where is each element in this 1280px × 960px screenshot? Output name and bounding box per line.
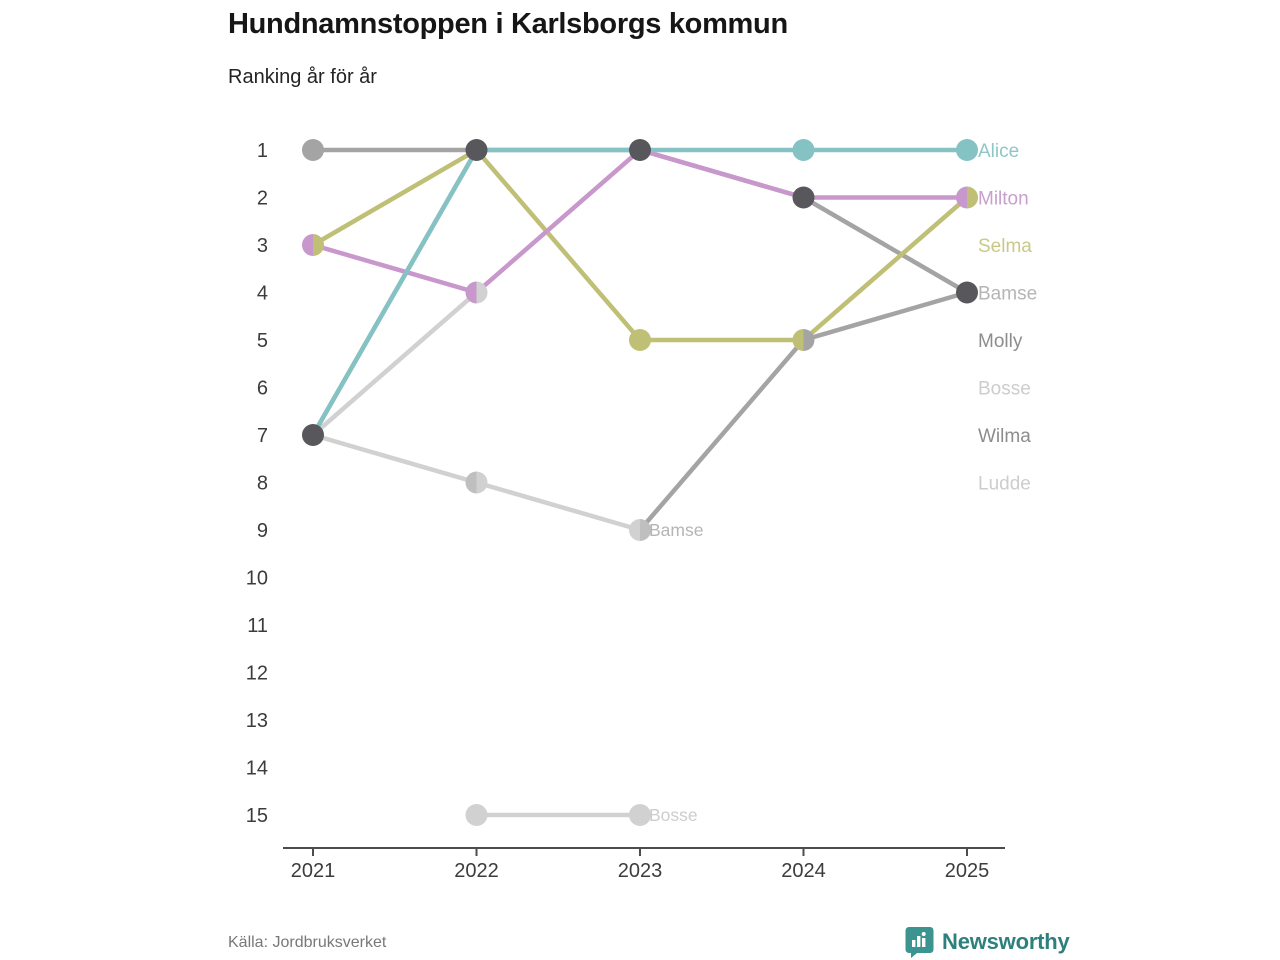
year-axis-label: 2025 — [944, 860, 990, 882]
chart-dot-2023-15 — [629, 804, 651, 826]
chart-dot-left-2022-8 — [466, 472, 477, 494]
rank-axis-label: 11 — [247, 615, 268, 637]
chart-dot-left-2021-3 — [302, 234, 313, 256]
chart-dot-2023-1 — [629, 139, 651, 161]
chart-dot-2021-1 — [302, 139, 324, 161]
series-label-bamse: Bamse — [978, 283, 1038, 305]
chart-alice-line — [313, 150, 967, 435]
newsworthy-logo — [905, 926, 1070, 958]
chart-dot-2023-5 — [629, 329, 651, 351]
chart-dot-right-2025-2 — [967, 187, 978, 209]
year-axis-label: 2021 — [290, 860, 336, 882]
chart-dot-2021-7 — [302, 424, 324, 446]
chart-dot-left-2023-9 — [629, 519, 640, 541]
rank-axis-label: 8 — [256, 472, 268, 495]
bar-3 — [922, 938, 925, 947]
rank-axis-label: 2 — [256, 187, 268, 210]
bar-1 — [912, 940, 915, 947]
rank-axis-label: 3 — [256, 235, 268, 257]
chart-dot-2022-1 — [466, 139, 488, 161]
chart-molly-line — [313, 150, 967, 435]
newsworthy-bubble-icon — [905, 926, 934, 958]
page-title: Hundnamnstoppen i Karlsborgs kommun — [228, 8, 788, 40]
rank-axis-label: 14 — [245, 757, 268, 780]
rank-axis-label: 5 — [256, 330, 268, 352]
series-label-bosse: Bosse — [978, 378, 1031, 400]
series-label-wilma: Wilma — [978, 426, 1031, 447]
chart-bamse-line-late — [640, 293, 967, 531]
series-label-molly: Molly — [978, 331, 1023, 352]
exclamation-dot — [922, 932, 926, 936]
line-end-label-bosse: Bosse — [649, 805, 698, 825]
chart-selma-line — [313, 150, 967, 340]
source-note: Källa: Jordbruksverket — [228, 934, 387, 951]
rank-axis-label: 4 — [256, 282, 268, 305]
chart-dot-2022-15 — [466, 804, 488, 826]
chart-subtitle: Ranking år för år — [228, 66, 377, 88]
year-axis-label: 2023 — [617, 860, 663, 882]
chart-ludde-line — [313, 293, 477, 436]
brand-wordmark: Newsworthy — [942, 929, 1070, 954]
rank-axis-label: 12 — [245, 662, 268, 685]
rank-axis-label: 15 — [245, 805, 268, 827]
rank-axis-label: 1 — [256, 140, 268, 162]
rank-axis-label: 10 — [245, 567, 268, 590]
chart-dot-2025-4 — [956, 282, 978, 304]
chart-milton-line — [313, 150, 967, 293]
bar-2 — [917, 936, 920, 947]
rank-axis-label: 6 — [256, 377, 268, 400]
series-label-alice: Alice — [978, 141, 1020, 162]
chart-dot-2024-2 — [793, 187, 815, 209]
chart-dot-2025-1 — [956, 139, 978, 161]
series-label-selma: Selma — [978, 236, 1032, 257]
series-label-ludde: Ludde — [978, 473, 1031, 495]
year-axis-label: 2022 — [454, 860, 499, 882]
year-axis-label: 2024 — [781, 860, 826, 882]
chart-dot-right-2022-8 — [477, 472, 488, 494]
series-label-milton: Milton — [978, 188, 1029, 210]
rank-axis-label: 13 — [245, 710, 268, 732]
line-end-label-bamse: Bamse — [649, 520, 704, 540]
rank-axis-label: 7 — [256, 425, 268, 447]
chart-dot-2024-1 — [793, 139, 815, 161]
rank-axis-label: 9 — [256, 520, 268, 542]
